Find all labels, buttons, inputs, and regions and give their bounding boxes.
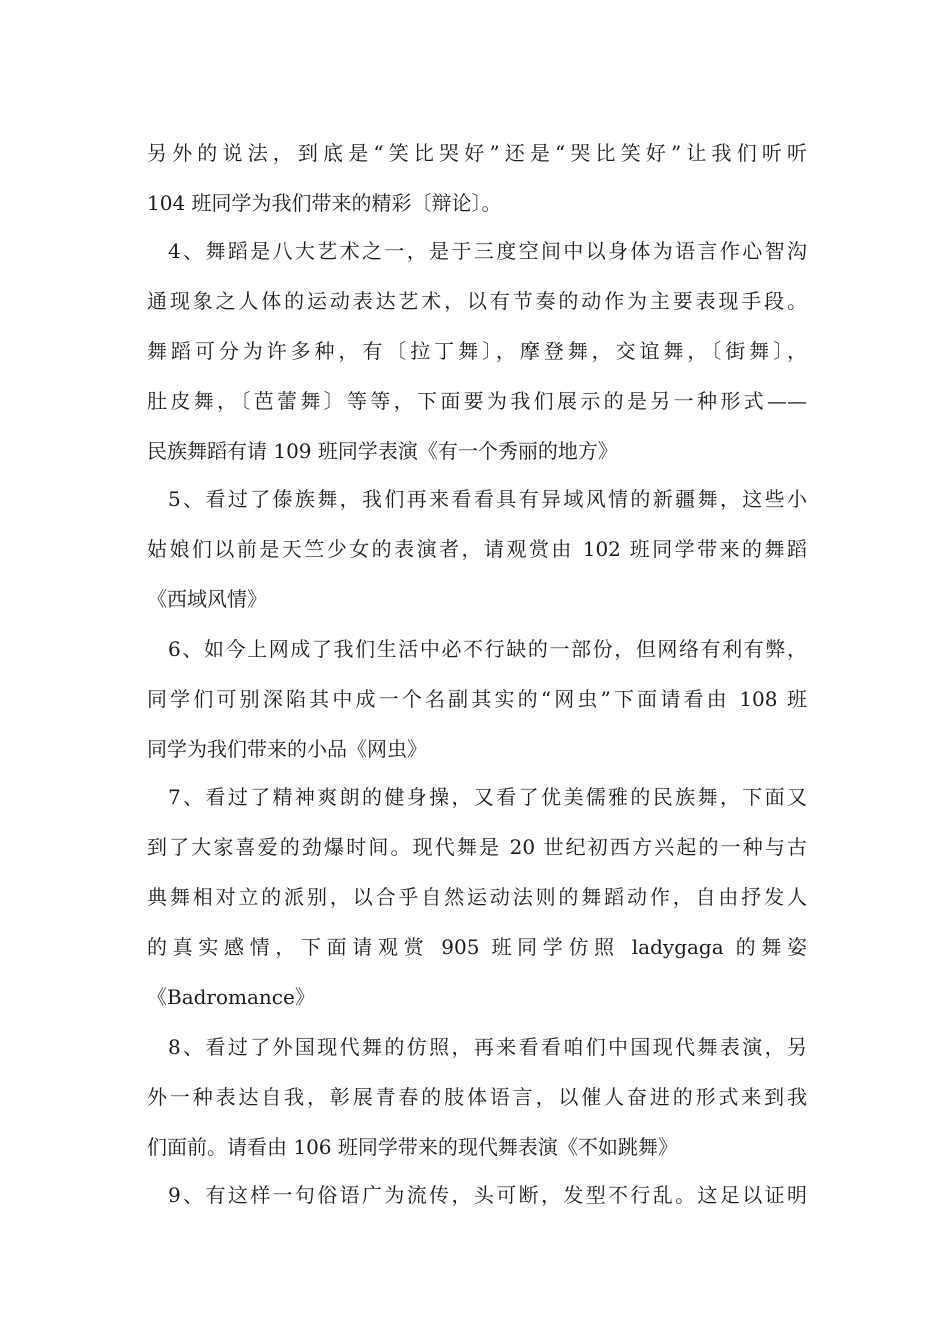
text-line: 的真实感情，下面请观赏 905 班同学仿照 ladygaga 的舞姿	[147, 935, 807, 959]
text-line: 7、看过了精神爽朗的健身操，又看了优美儒雅的民族舞，下面又	[168, 785, 807, 809]
text-line: 同学为我们带来的小品《网虫》	[147, 737, 427, 761]
text-line: 4、舞蹈是八大艺术之一，是于三度空间中以身体为语言作心智沟	[168, 239, 807, 263]
text-line: 舞蹈可分为许多种，有〔拉丁舞〕，摩登舞，交谊舞，〔街舞〕，	[147, 339, 807, 363]
text-line: 外一种表达自我，彰展青春的肢体语言，以催人奋进的形式来到我	[147, 1085, 807, 1109]
text-line: 《Badromance》	[147, 985, 315, 1009]
text-line: 姑娘们以前是天竺少女的表演者，请观赏由 102 班同学带来的舞蹈	[147, 537, 807, 561]
text-line: 9、有这样一句俗语广为流传，头可断，发型不行乱。这足以证明	[168, 1183, 807, 1207]
text-line: 典舞相对立的派别，以合乎自然运动法则的舞蹈动作，自由抒发人	[147, 885, 807, 909]
text-line: 8、看过了外国现代舞的仿照，再来看看咱们中国现代舞表演，另	[168, 1035, 807, 1059]
text-line: 6、如今上网成了我们生活中必不行缺的一部份，但网络有利有弊，	[168, 637, 807, 661]
text-line: 到了大家喜爱的劲爆时间。现代舞是 20 世纪初西方兴起的一种与古	[147, 835, 807, 859]
text-line: 104 班同学为我们带来的精彩〔辩论〕。	[147, 191, 502, 215]
text-line: 《西域风情》	[147, 587, 267, 611]
text-line: 通现象之人体的运动表达艺术，以有节奏的动作为主要表现手段。	[147, 289, 807, 313]
text-line: 民族舞蹈有请 109 班同学表演《有一个秀丽的地方》	[147, 439, 618, 463]
text-line: 们面前。请看由 106 班同学带来的现代舞表演《不如跳舞》	[147, 1135, 678, 1159]
text-line: 肚皮舞，〔芭蕾舞〕等等，下面要为我们展示的是另一种形式——	[147, 389, 807, 413]
text-line: 同学们可别深陷其中成一个名副其实的“网虫”下面请看由 108 班	[147, 687, 807, 711]
text-line: 另外的说法，到底是“笑比哭好”还是“哭比笑好”让我们听听	[147, 141, 807, 165]
text-line: 5、看过了傣族舞，我们再来看看具有异域风情的新疆舞，这些小	[168, 487, 807, 511]
